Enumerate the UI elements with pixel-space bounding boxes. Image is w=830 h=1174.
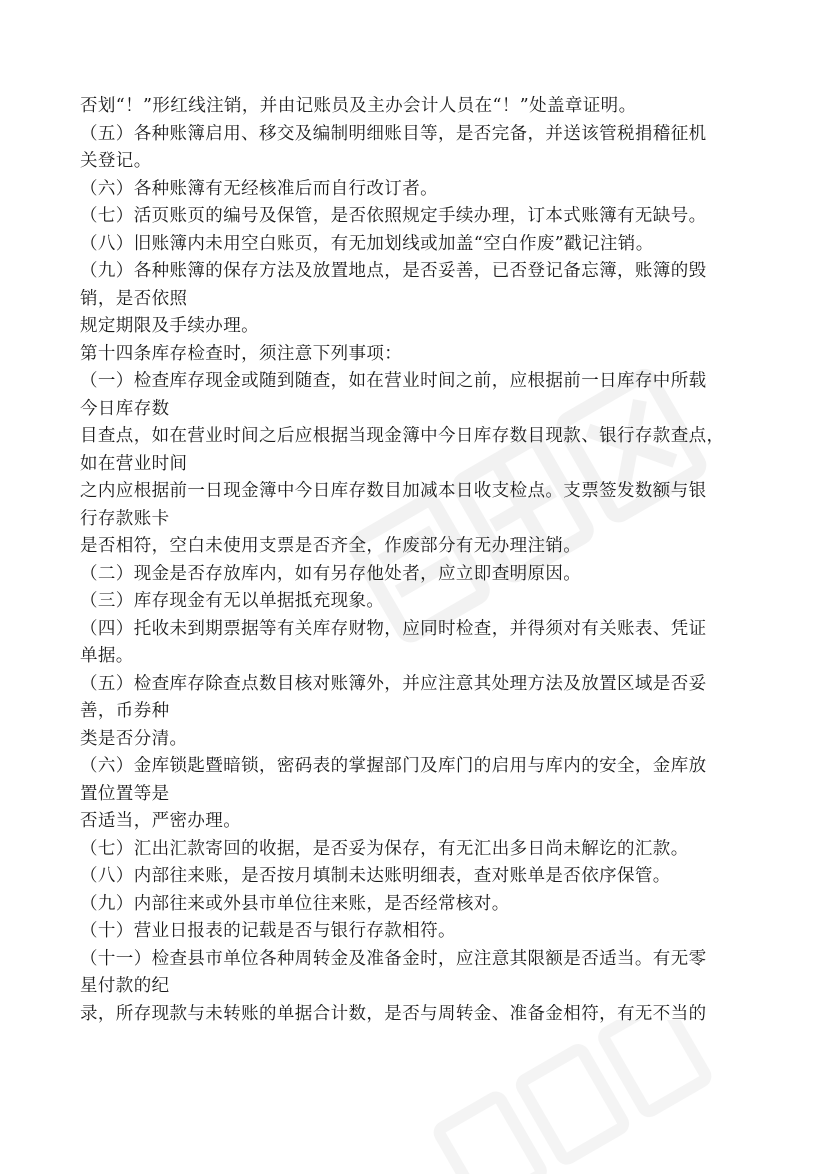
text-line: （十一）检查县市单位各种周转金及准备金时，应注意其限额是否适当。有无零 <box>80 948 707 969</box>
text-line: （七）汇出汇款寄回的收据，是否妥为保存，有无汇出多日尚未解讫的汇款。 <box>80 838 689 859</box>
text-line: 是否相符，空白未使用支票是否齐全，作废部分有无办理注销。 <box>80 536 582 556</box>
text-line: 今日库存数 <box>80 398 170 419</box>
text-line: （六）各种账簿有无经核准后而自行改订者。 <box>80 178 438 199</box>
text-line: （五）各种账簿启用、移交及编制明细账目等，是否完备，并送该管税捐稽征机 <box>80 123 707 144</box>
text-line: 单据。 <box>80 646 134 666</box>
text-line: 类是否分清。 <box>80 728 188 749</box>
text-line: 行存款账卡 <box>80 508 170 529</box>
text-line: 置位置等是 <box>80 783 170 804</box>
text-line: （四）托收未到期票据等有关库存财物，应同时检查，并得须对有关账表、凭证 <box>80 618 707 639</box>
text-line: 善，币券种 <box>80 701 170 721</box>
text-line: 规定期限及手续办理。 <box>80 316 259 336</box>
text-line: 销，是否依照 <box>80 288 188 309</box>
text-line: （二）现金是否存放库内，如有另存他处者，应立即查明原因。 <box>80 563 582 584</box>
text-line: 如在营业时间 <box>80 453 188 474</box>
section-heading: 第十四条库存检查时，须注意下列事项： <box>80 343 403 364</box>
text-line: （一）检查库存现金或随到随查，如在营业时间之前，应根据前一日库存中所载 <box>80 371 707 391</box>
text-line: （七）活页账页的编号及保管，是否依照规定手续办理，订本式账簿有无缺号。 <box>80 206 707 226</box>
text-line: （八）旧账簿内未用空白账页，有无加划线或加盖“空白作废”戳记注销。 <box>80 233 654 254</box>
text-line: （九）内部往来或外县市单位往来账，是否经常核对。 <box>80 893 510 914</box>
text-line: （五）检查库存除查点数目核对账簿外，并应注意其处理方法及放置区域是否妥 <box>80 673 707 694</box>
text-line: 关登记。 <box>80 151 152 171</box>
text-line: 目查点，如在营业时间之后应根据当现金簿中今日库存数目现款、银行存款查点， <box>80 426 725 446</box>
watermark-logo-partial <box>420 1020 720 1174</box>
text-line: （六）金库锁匙暨暗锁，密码表的掌握部门及库门的启用与库内的安全，金库放 <box>80 756 707 776</box>
text-line: 否划“！”形红线注销，并由记账员及主办会计人员在“！”处盖章证明。 <box>80 96 637 116</box>
text-line: （十）营业日报表的记载是否与银行存款相符。 <box>80 921 456 941</box>
text-line: 否适当，严密办理。 <box>80 811 242 831</box>
text-line: 录，所存现款与未转账的单据合计数，是否与周转金、准备金相符，有无不当的 <box>80 1003 707 1024</box>
document-body <box>80 93 760 1028</box>
text-line: （九）各种账簿的保存方法及放置地点，是否妥善，已否登记备忘簿，账簿的毁 <box>80 261 707 281</box>
text-line: 星付款的纪 <box>80 976 170 996</box>
text-line: （三）库存现金有无以单据抵充现象。 <box>80 591 385 611</box>
text-line: 之内应根据前一日现金簿中今日库存数目加减本日收支检点。支票签发数额与银 <box>80 481 707 501</box>
text-line: （八）内部往来账，是否按月填制未达账明细表，查对账单是否依序保管。 <box>80 866 671 886</box>
